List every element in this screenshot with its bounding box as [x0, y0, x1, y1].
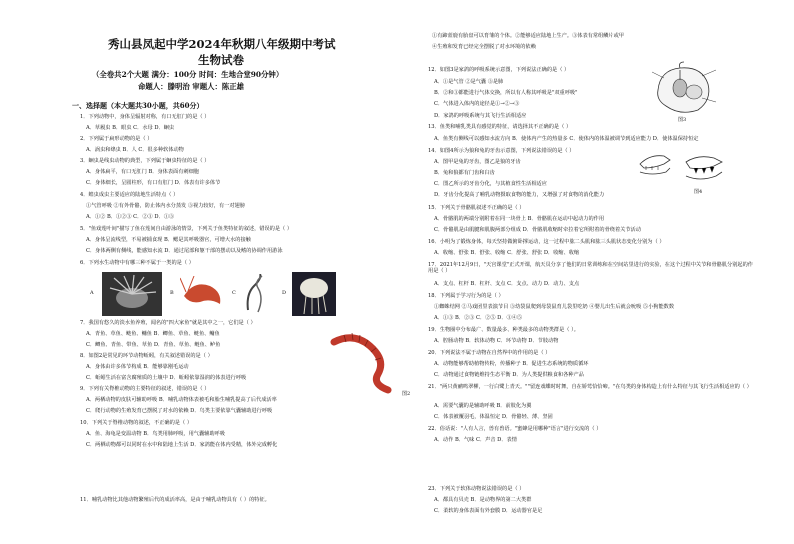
- exam-title: 秀山县凤起中学2024年秋期八年级期中考试: [108, 37, 336, 51]
- option-line: C．身体两侧有侧线，能感知水流 D．通过尾部和躯干部的摆动以及鳍的协调作用游泳: [86, 248, 283, 254]
- figure-label: A: [90, 290, 94, 296]
- jellyfish-image: [292, 272, 336, 316]
- figure-label: 图2: [402, 391, 411, 397]
- option-line: A．鱼、海龟是变温动物 B．鸟类用肺呼吸，用气囊辅助呼吸: [86, 431, 225, 437]
- option-line: C．蚯蚓生活在富含腐殖质的土壤中 D．蚯蚓依靠湿润的体表进行呼吸: [86, 375, 247, 381]
- option-line: C．气体进入体内的途径是①→②→③: [434, 101, 520, 107]
- question-line: 23．下列关于软体动物说法错误的是（ ）: [428, 486, 525, 492]
- question-line: 22．俗话说："人有人言，兽有兽语。"蜜蜂是用哪种"语言"进行交流的（ ）: [428, 426, 602, 432]
- question-line: 9．下列有关脊椎动物的主要特征的叙述，错误的是（ ）: [80, 386, 210, 392]
- option-line: C．鲫鱼、青鱼、带鱼、草鱼 D．青鱼、草鱼、鲢鱼、鲈鱼: [86, 342, 221, 348]
- question-line: 20．下列说法不属于动物在自然界中的作用的是（ ）: [428, 350, 551, 356]
- option-line: A．动物能够帮助植物传粉，传播种子 B．促进生态系统的物质循环: [434, 361, 589, 367]
- option-line: C．两栖动物都可以同时在水中和陆地上生活 D．家鸽能在体内受精，体外完成孵化: [86, 442, 278, 448]
- exam-author: 命题人：滕明治 审题人：陈正雄: [138, 82, 245, 91]
- shrimp-image: [180, 276, 226, 310]
- option-line: B．兔和狼都有门齿和臼齿: [434, 170, 495, 176]
- option-line: A．支点、杠杆 B．杠杆、支点 C．支点、动力 D．动力、支点: [434, 281, 580, 287]
- q6-figure-row: [90, 270, 390, 318]
- option-line: A．需要气囊的是辅助呼吸 B．前肢化为翼: [434, 403, 532, 409]
- option-line: A．涡虫和绦虫 B．人 C．很多种软体动物: [86, 147, 184, 153]
- section-heading: 一、选择题（本大题共30小题，共60分）: [72, 101, 204, 110]
- question-line: 5．"鱼戏莲叶间"描写了鱼在莲间自由游泳的情景，下列关于鱼类特征的叙述，错误的是（ ）: [80, 226, 293, 232]
- question-line: 10．下列关于脊椎动物的叙述，不正确的是（ ）: [80, 420, 193, 426]
- question-line: 18．下列属于学习行为的是（ ）: [428, 293, 504, 299]
- exam-subtitle: 生物试卷: [198, 53, 244, 67]
- question-line: 6．下列水生动物中有哪三种不属于一类的是（ ）: [80, 260, 194, 266]
- option-line: D．牙齿分化提高了哺乳动物摄取食物的能力，又增强了对食物的消化能力: [434, 192, 605, 198]
- option-line: C．图乙所示的牙齿分化，与其植食性生活相适应: [434, 181, 547, 187]
- option-line: A．①是气管 ②是气囊 ③是肺: [434, 79, 504, 85]
- teeth-figure: [636, 148, 728, 192]
- option-line: A．身体由许多体节构成 B．能够靠刚毛运动: [86, 364, 189, 370]
- leech-image: [242, 274, 272, 314]
- option-line: C．体表被覆羽毛，体温恒定 D．骨骼轻、薄、坚固: [434, 414, 553, 420]
- question-line: 21．"两只黄鹂鸣翠柳，一行白鹭上青天。""留连戏蝶时时舞，自在娇莺恰恰啼。"在鸟类的身体构造上有什么特征与其飞行生活相适应的（ ）: [428, 384, 752, 390]
- option-line: D．家鸽的呼吸系统与其飞行生活相适应: [434, 113, 527, 119]
- option-line: ①有蹄蓝鹿有胎盘可以育雏的个体。②能够适应陆地上生产。③体表有常组鳞片或甲: [432, 33, 624, 39]
- option-line: A．鱼类有侧线可以感知水流方向 B．使体内产生的热量多 C．使体内的体温被调节到适应能力 D．使体温保持恒定: [434, 136, 699, 142]
- question-line: 2．下列属于扁形动物的是（ ）: [80, 136, 153, 142]
- option-line: A．腔肠动物 B．软体动物 C．环节动物 D．节肢动物: [434, 338, 559, 344]
- option-line: A．收缩、舒张 B．舒张、收缩 C．舒张、舒张 D．收缩、收缩: [434, 250, 580, 256]
- option-line: ④生殖和发育已经完全摆脱了对水环境的依赖: [432, 44, 536, 50]
- option-line: A．青鱼、草鱼、鲢鱼、鳙鱼 B．鲫鱼、草鱼、鲢鱼、鳙鱼: [86, 331, 220, 337]
- question-line: 4．蝗虫成虫主要适应的陆地生活特点（ ）: [80, 192, 179, 198]
- option-line: C．骨骼肌是由肌腱和肌腹两部分组成 D．骨骼肌收缩时牵拉着它所附着的骨绕着关节活动: [434, 227, 641, 233]
- option-line: C．柔软的身体表面有外套膜 D．运动器官是足: [434, 508, 543, 514]
- figure-label: B: [170, 290, 174, 296]
- option-line: B．②和③都能进行气体交换，所以有人称其呼吸是"双重呼吸": [434, 90, 578, 96]
- option-line: A．动作 B．气味 C．声音 D．表情: [434, 437, 517, 443]
- option-line: A．图甲是兔的牙齿，图乙是狼的牙齿: [434, 159, 521, 165]
- option-line: A．身体呈流线型，不易被捕食现 B．鳃是其呼吸器官，可增大水的接触: [86, 237, 251, 243]
- figure-label: C: [232, 290, 236, 296]
- figure-label: 图3: [678, 117, 687, 123]
- question-line: 19．生物圈中分布最广、数量最多、种类最多的动物类群是（ ）。: [428, 327, 579, 333]
- option-line: A．身体扁平，有口无肛门 B．身体表面有刺细胞: [86, 169, 199, 175]
- option-line: C．身体细长，呈圆柱形，有口有肛门 D．体表有许多体节: [86, 180, 221, 186]
- question-line: 8．如图2是常见的环节动物蚯蚓，有关叙述错误的是（ ）: [80, 353, 213, 359]
- question-line: 13．鱼类和哺乳类具有感觉的特征，请选择其不正确的是（ ）: [428, 124, 572, 130]
- option-line: A．①③ B．②③ C．②⑤ D．③④⑤: [434, 315, 523, 321]
- question-line: 14．如图4所示为狼和兔的牙齿示意图，下列说法错误的是（ ）: [428, 148, 575, 154]
- option-line: ①气管呼吸 ②有外骨骼，防止体内水分蒸发 ③视力较好，有一对翅膀: [86, 203, 245, 209]
- question-line: 17．2021年12月9日，"天宫课堂"正式开课，航天员分享了他们的日常训练和在空间站里进行的实验，在这个过程中关节和骨骼肌分别起的作用是（ ）: [428, 262, 753, 274]
- option-line: A．都具有贝壳 B．是动物界的第二大类群: [434, 497, 532, 503]
- option-line: C．爬行动物的生殖发育已摆脱了对水的依赖 D．鸟类主要依靠气囊辅助进行呼吸: [86, 408, 273, 414]
- question-line: 15．下列关于骨骼肌叙述不正确的是（ ）: [428, 205, 525, 211]
- sea-anemone-image: [102, 272, 162, 316]
- question-line: 7．我国有悠久的淡水鱼养殖，闻名的"四大家鱼"就是其中之一，它们是（ ）: [80, 320, 256, 326]
- option-line: A．骨骼肌的两端分别附着在同一块骨上 B．骨骼肌在运动中起动力的作用: [434, 216, 605, 222]
- pigeon-respiratory-figure: [650, 60, 720, 118]
- figure-label: 图4: [694, 189, 703, 195]
- earthworm-figure: [330, 330, 400, 396]
- option-line: C．动物通过食物链维持生态平衡 D．为人类提供粮食和各种产品: [434, 372, 584, 378]
- question-line: 3．蛔虫是线虫动物的典型，下列属于蛔虫特征的是（ ）: [80, 158, 210, 164]
- option-line: A．草履虫 B．眼虫 C．水母 D．蛔虫: [86, 125, 175, 131]
- option-line: A．两栖动物的皮肤可辅助呼吸 B．哺乳动物体表被毛和胎生哺乳提高了后代成活率: [86, 397, 277, 403]
- exam-info: （全卷共2个大题 满分：100分 时间：生地合堂90分钟）: [92, 70, 284, 79]
- option-line: A．①② B．①②③ C．②③ D．①③: [86, 214, 175, 220]
- option-line: ①蜘蛛结网 ②马戏团里表演节目 ③幼袋鼠爬到母袋鼠育儿袋里吃奶 ④婴儿出生后就会吮吸 ⑤小狗能数数: [434, 304, 675, 310]
- question-line: 12．如图3是家鸽的呼吸系统示意图，下列说法正确的是（ ）: [428, 67, 570, 73]
- question-line: 11．哺乳动物比其他动物繁殖后代的成活率高，是由于哺乳动物具有（ ）的特征。: [80, 497, 270, 503]
- question-line: 16．小明为了锻炼身体，每天坚持做俯卧撑运动，这一过程中肱二头肌和肱三头肌状态变化分别为（ ）: [428, 239, 665, 245]
- question-line: 1．下列动物中，身体呈辐射对称，有口无肛门的是（ ）: [80, 114, 210, 120]
- figure-label: D: [282, 290, 287, 296]
